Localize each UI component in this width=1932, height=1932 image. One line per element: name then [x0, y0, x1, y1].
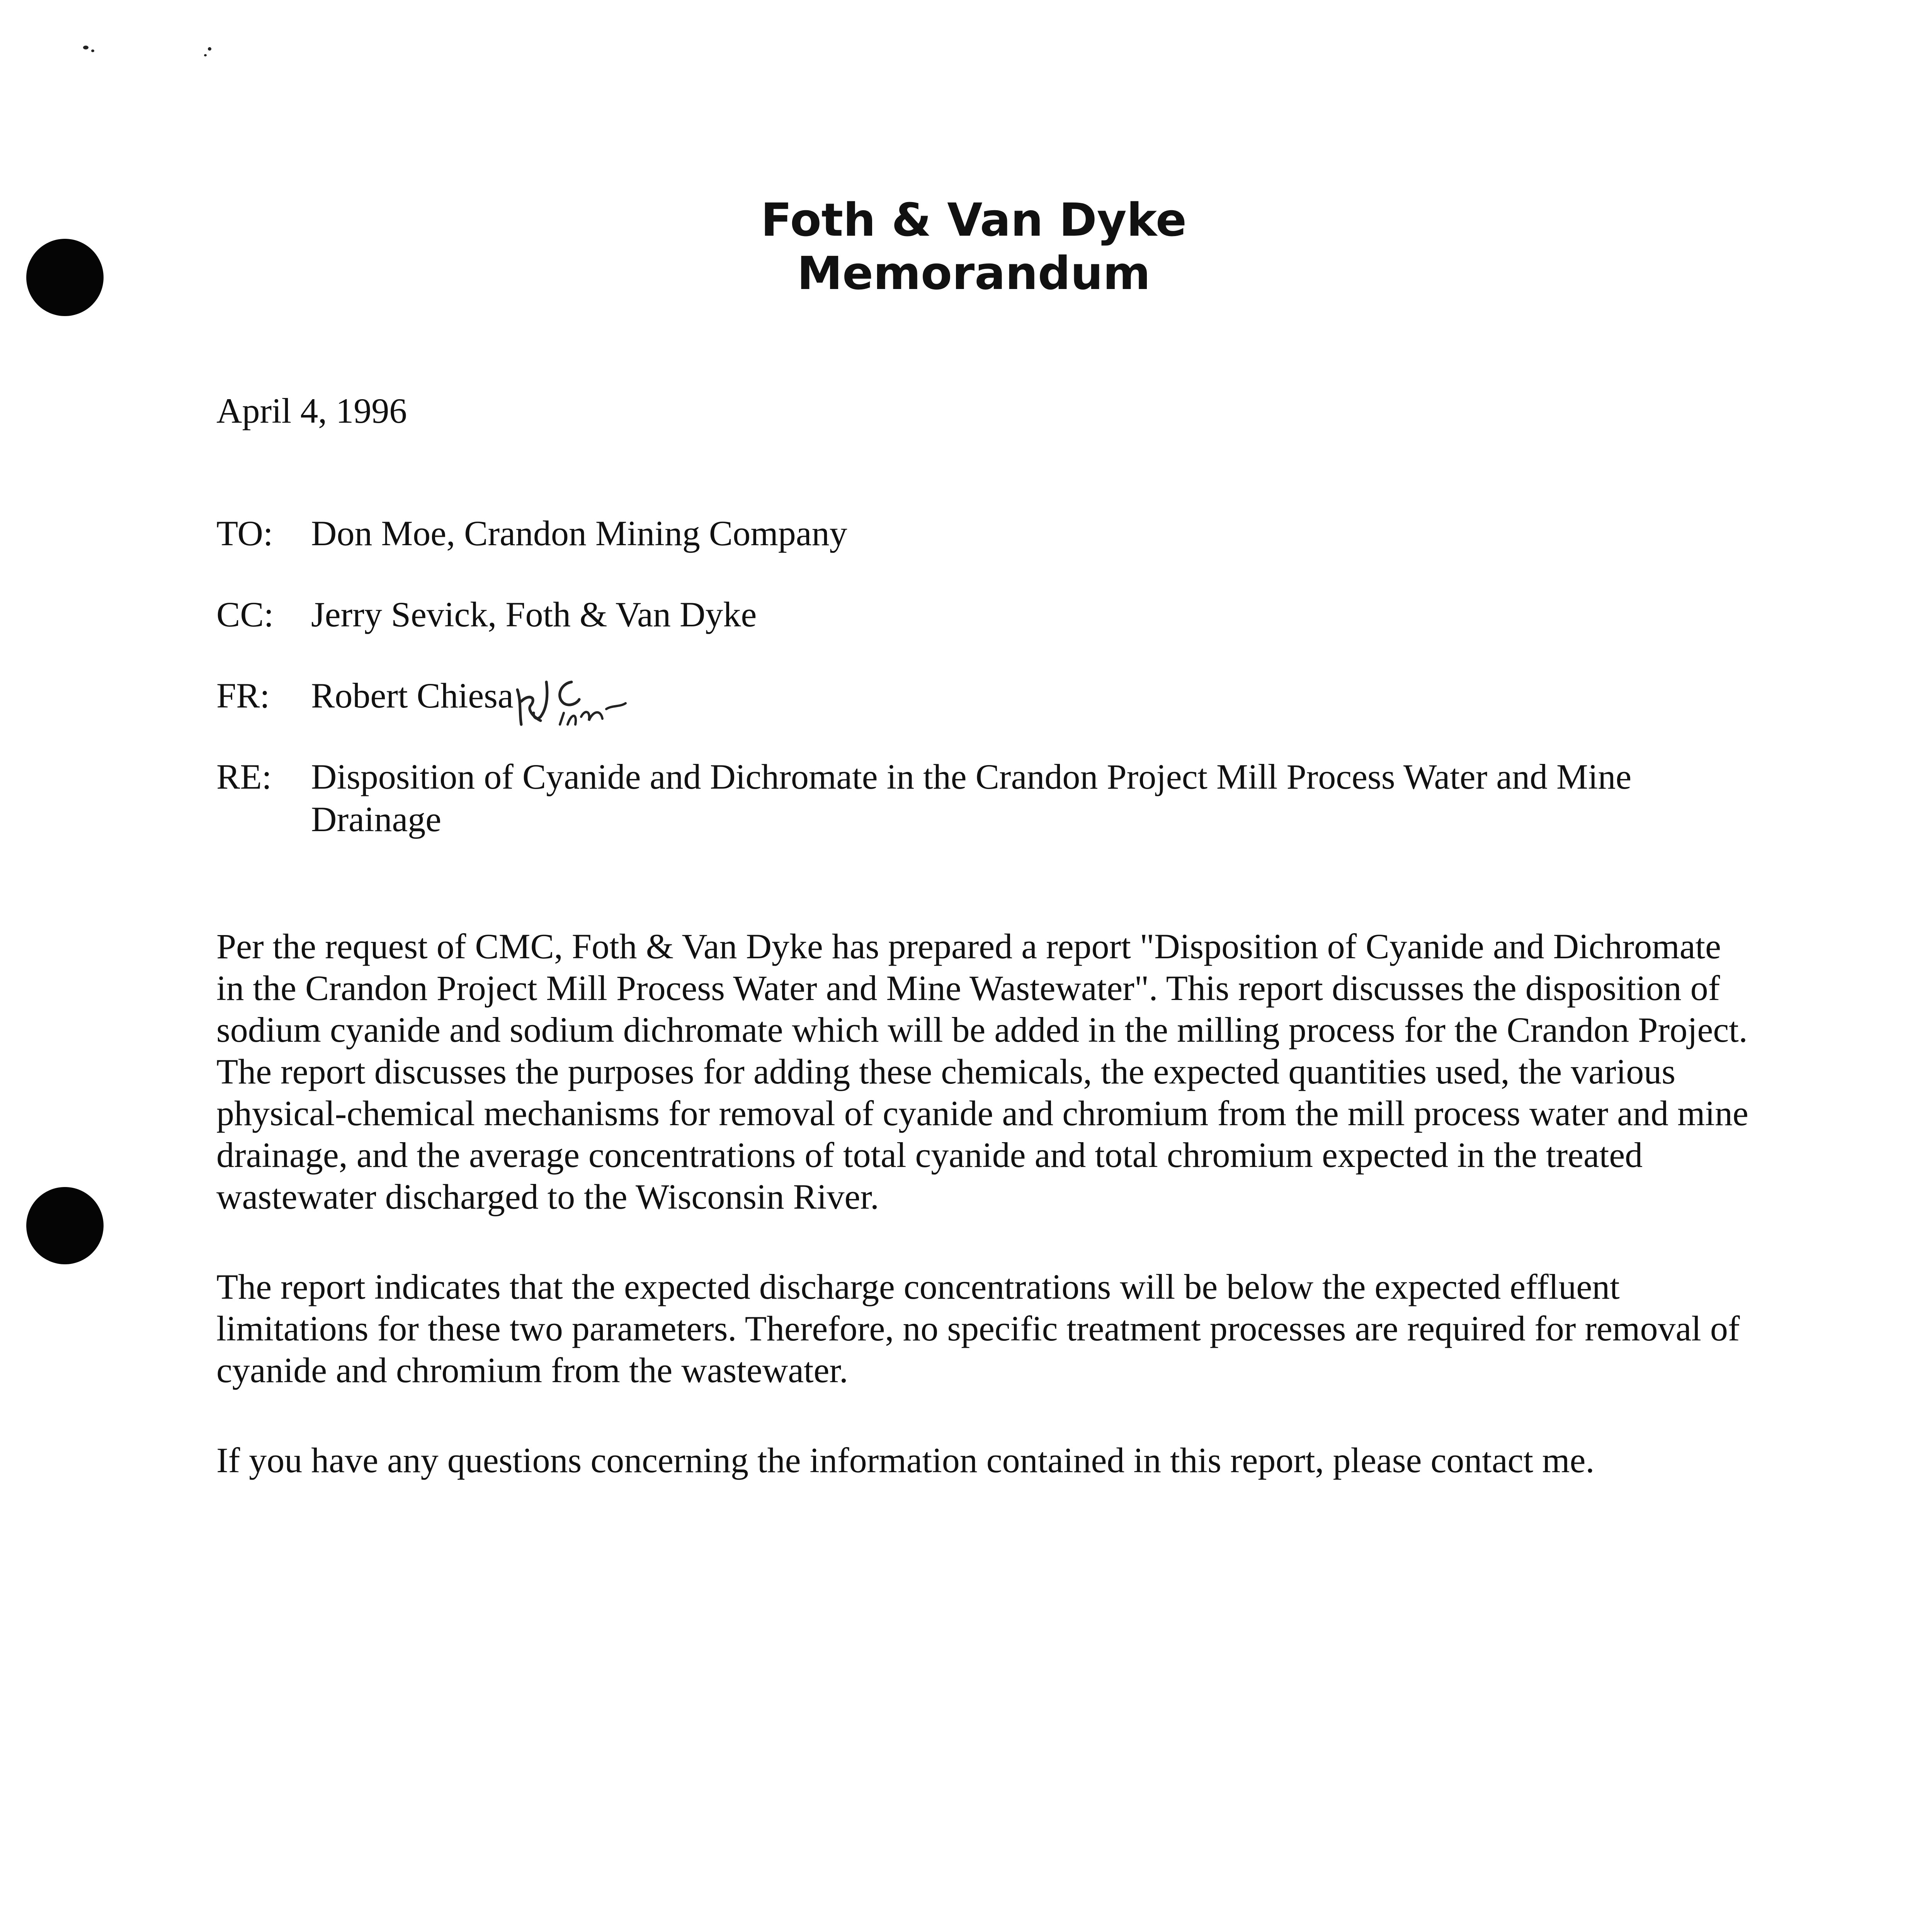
scan-speck [91, 49, 94, 52]
memo-fields [216, 512, 1747, 879]
body-paragraph-1: Per the request of CMC, Foth & Van Dyke has prepared a report "Disposition of Cyanide and Dichromate in the Crandon Project Mill Process Water and Mine Wastewater". This report discusses the disposition of sodium cyanide and sodium dichromate which will be added in the milling process for the Crandon Project. The report discusses the purposes for adding these chemicals, the expected quantities used, the various physical-chemical mechanisms for removal of cyanide and chromium from the mill process water and mine drainage, and the average concentrations of total cyanide and total chromium expected in the treated wastewater discharged to the Wisconsin River. [216, 927, 1748, 1216]
company-name: Foth & Van Dyke [760, 193, 1187, 247]
memo-date: April 4, 1996 [216, 391, 407, 430]
body-paragraph-3: If you have any questions concerning the information contained in this report, please contact me. [216, 1440, 1595, 1480]
to-label: TO: [216, 514, 273, 553]
document-type: Memorandum [797, 247, 1151, 300]
handwritten-initials [514, 674, 629, 717]
scan-speck [208, 47, 211, 51]
memo-header [0, 193, 1932, 300]
cc-field [216, 593, 1747, 636]
to-field [216, 512, 1747, 554]
cc-label: CC: [216, 595, 274, 634]
re-label: RE: [216, 757, 272, 796]
from-value: Robert Chiesa [311, 676, 514, 715]
memo-body [216, 925, 1754, 1529]
scan-speck [83, 46, 88, 49]
re-field [216, 755, 1747, 840]
binder-hole [26, 1187, 104, 1264]
to-value: Don Moe, Crandon Mining Company [311, 514, 847, 553]
re-value: Disposition of Cyanide and Dichromate in the Crandon Project Mill Process Water and Mine Drainage [311, 757, 1632, 839]
from-label: FR: [216, 676, 270, 715]
scan-speck [204, 54, 207, 56]
cc-value: Jerry Sevick, Foth & Van Dyke [311, 595, 757, 634]
from-field [216, 674, 1747, 717]
from-value-wrap [311, 674, 1747, 717]
body-paragraph-2: The report indicates that the expected discharge concentrations will be below the expected effluent limitations for these two parameters. Therefore, no specific treatment processes are required for removal of cyanide and chromium from the wastewater. [216, 1267, 1740, 1390]
